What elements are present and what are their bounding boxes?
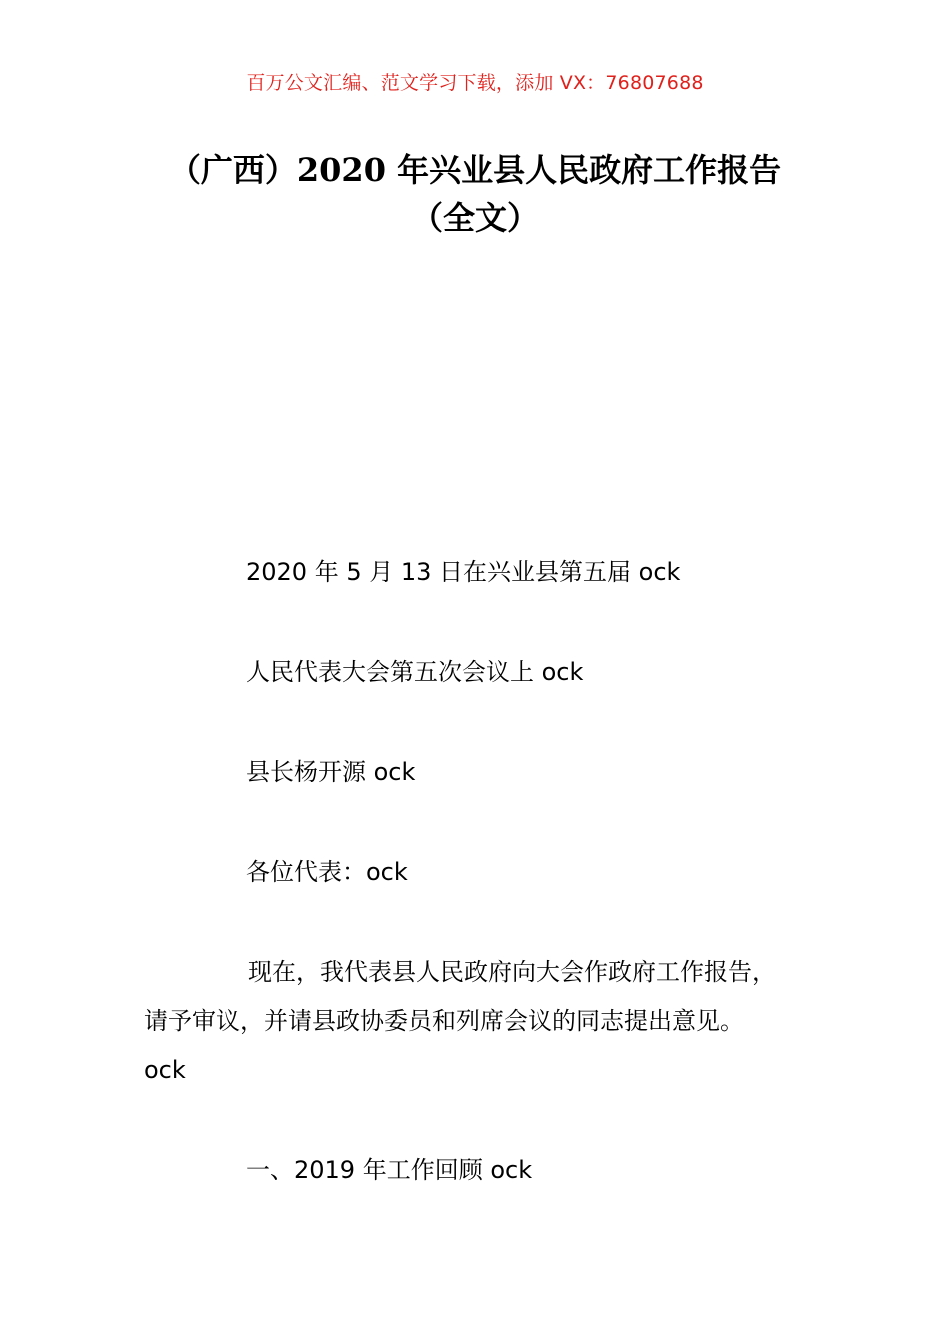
paragraph-meeting-line: 人民代表大会第五次会议上 ock	[246, 658, 584, 686]
header-promo-note: 百万公文汇编、范文学习下载，添加 VX：76807688	[246, 72, 704, 94]
paragraph-opening	[144, 948, 834, 1095]
paragraph-opening-line-2: 请予审议，并请县政协委员和列席会议的同志提出意见。	[144, 1007, 744, 1035]
paragraph-greeting: 各位代表：ock	[246, 858, 408, 886]
paragraph-opening-line-1: 现在，我代表县人民政府向大会作政府工作报告，	[248, 958, 776, 986]
paragraph-speaker-line: 县长杨开源 ock	[246, 758, 416, 786]
paragraph-opening-line-3: ock	[144, 1056, 186, 1084]
paragraph-date-line: 2020 年 5 月 13 日在兴业县第五届 ock	[246, 558, 681, 586]
document-title	[110, 146, 840, 242]
section-heading-review: 一、2019 年工作回顾 ock	[246, 1156, 533, 1184]
title-line-1: （广西）2020 年兴业县人民政府工作报告	[168, 151, 782, 189]
title-line-2: （全文）	[410, 199, 539, 237]
